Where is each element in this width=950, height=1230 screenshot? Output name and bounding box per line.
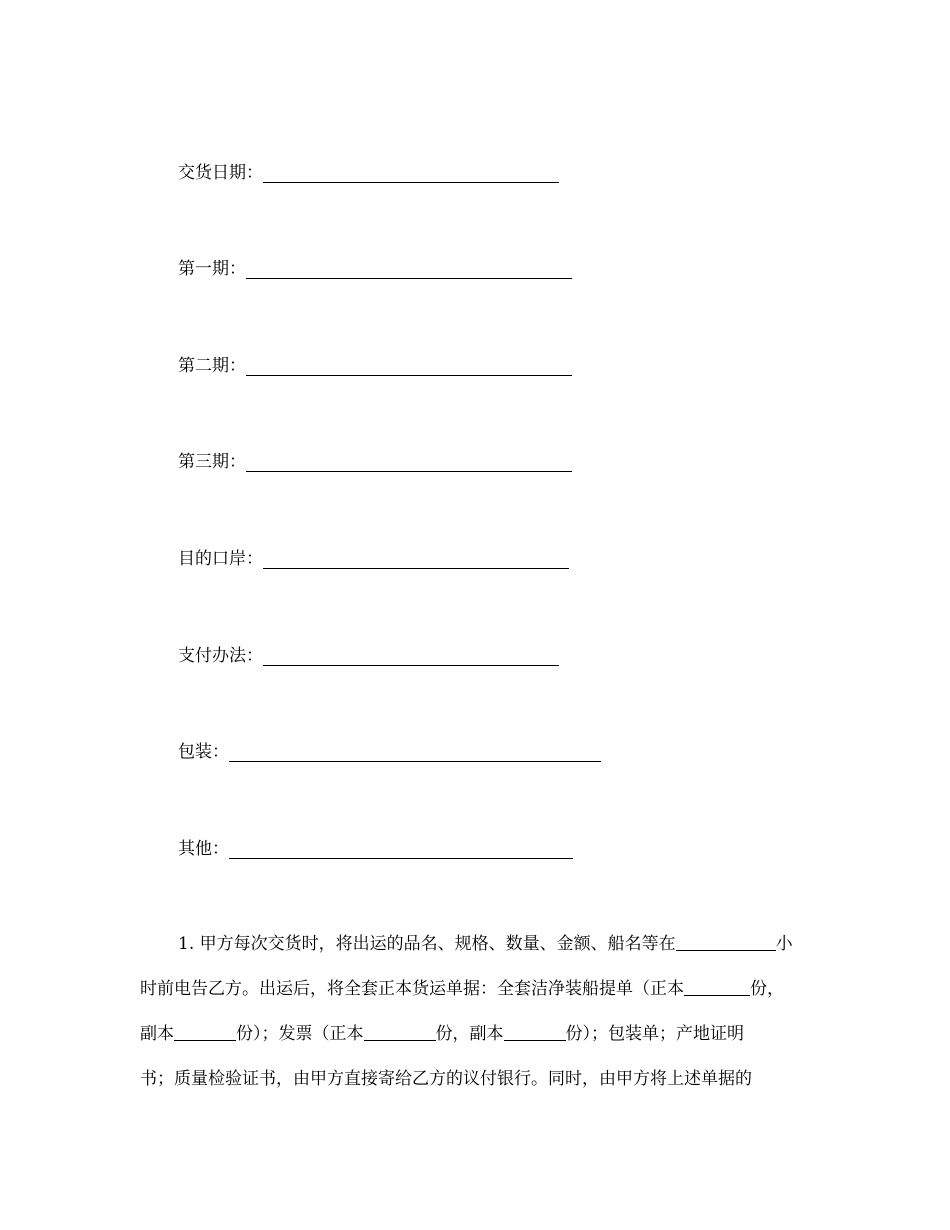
clause-line: 1. 甲方每次交货时，将出运的品名、规格、数量、金额、船名等在 小: [178, 934, 793, 954]
field-payment-method: [178, 646, 559, 666]
clause-line: 时前电告乙方。出运后，将全套正本货运单据：全套洁净装船提单（正本 份，: [140, 979, 784, 999]
field-label: 支付办法：: [178, 646, 263, 666]
field-other: [178, 839, 573, 859]
field-period-3: [178, 452, 572, 472]
clause-line: 书；质量检验证书，由甲方直接寄给乙方的议付银行。同时，由甲方将上述单据的: [140, 1069, 752, 1089]
period-2-blank[interactable]: [246, 357, 572, 376]
clause-1: [140, 922, 812, 1102]
destination-port-blank[interactable]: [263, 550, 569, 569]
bl-duplicate-copies-blank[interactable]: [174, 1024, 236, 1041]
field-period-1: [178, 259, 572, 279]
other-blank[interactable]: [229, 840, 573, 859]
payment-method-blank[interactable]: [263, 647, 559, 666]
clause-line: 副本 份）；发票（正本 份，副本 份）；包装单；产地证明: [140, 1024, 744, 1044]
delivery-date-blank[interactable]: [263, 164, 559, 183]
hours-blank[interactable]: [676, 934, 776, 951]
invoice-original-copies-blank[interactable]: [364, 1024, 436, 1041]
field-destination-port: [178, 549, 569, 569]
period-3-blank[interactable]: [246, 453, 572, 472]
packaging-blank[interactable]: [229, 743, 601, 762]
field-packaging: [178, 742, 601, 762]
field-label: 第二期：: [178, 356, 246, 376]
field-label: 其他：: [178, 839, 229, 859]
field-label: 目的口岸：: [178, 549, 263, 569]
field-delivery-date: [178, 163, 559, 183]
field-label: 第三期：: [178, 452, 246, 472]
bl-original-copies-blank[interactable]: [684, 979, 750, 996]
period-1-blank[interactable]: [246, 260, 572, 279]
field-period-2: [178, 356, 572, 376]
field-label: 包装：: [178, 742, 229, 762]
field-label: 第一期：: [178, 259, 246, 279]
field-label: 交货日期：: [178, 163, 263, 183]
invoice-duplicate-copies-blank[interactable]: [504, 1024, 566, 1041]
